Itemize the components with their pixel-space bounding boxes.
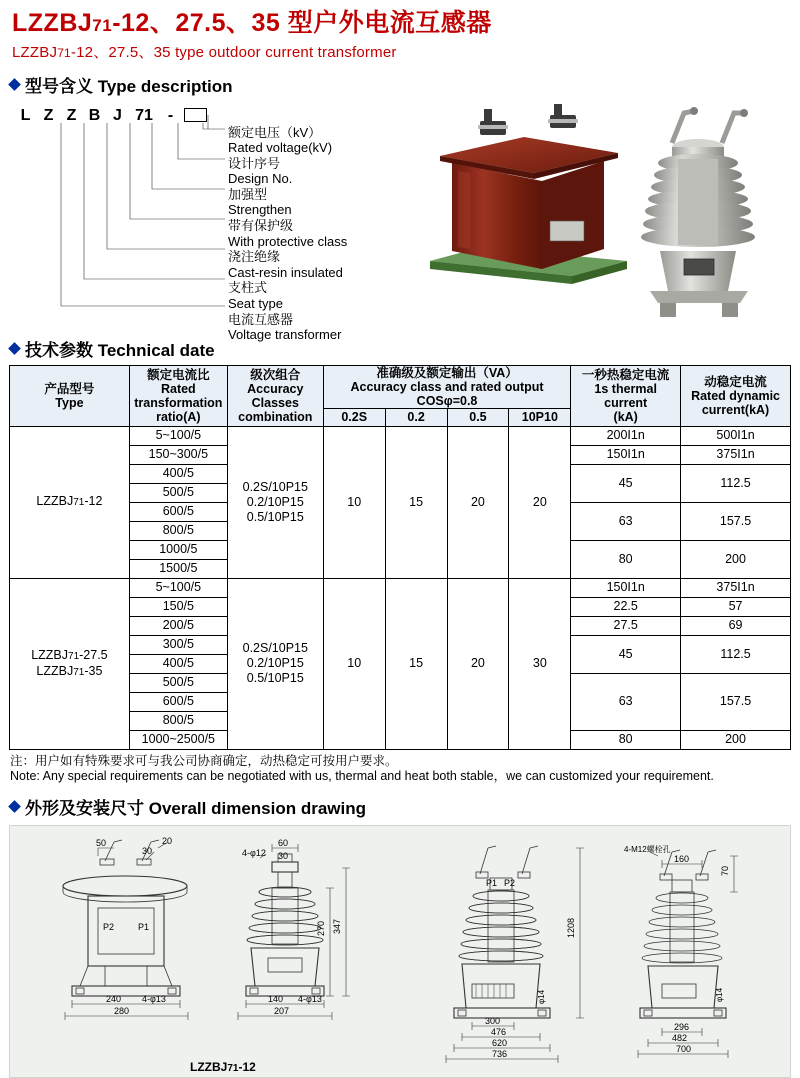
dim-30b: 30	[278, 850, 289, 861]
cell-dynamic: 200	[681, 730, 791, 749]
dim-4phi13b: 4-φ13	[298, 993, 322, 1004]
legend-en-4: With protective class	[228, 233, 348, 249]
cell-dynamic: 375I1n	[681, 578, 791, 597]
dim-4phi13: 4-φ13	[142, 993, 166, 1004]
code-letter-1: L	[20, 106, 31, 124]
cell-dynamic: 112.5	[681, 635, 791, 673]
product-photos	[422, 101, 792, 326]
cell-ratio: 5~100/5	[129, 578, 227, 597]
legend-en-1: Rated voltage(kV)	[228, 140, 333, 156]
section-heading-label: 技术参数 Technical date	[25, 340, 215, 360]
cell-type-group1: LZZBJ71-12	[10, 426, 130, 578]
type-description-block	[0, 101, 800, 343]
dim-20: 20	[162, 835, 173, 846]
cell-ratio: 150~300/5	[129, 445, 227, 464]
cell-dynamic: 500I1n	[681, 426, 791, 445]
dim-50: 50	[96, 837, 107, 848]
col-header-ratio: 额定电流比 Rated transformation ratio(A)	[129, 365, 227, 426]
cell-ratio: 400/5	[129, 654, 227, 673]
cell-ratio: 1500/5	[129, 559, 227, 578]
code-letter-4: B	[88, 106, 101, 124]
page-subtitle	[0, 38, 800, 62]
table-row	[10, 426, 791, 445]
cell-output-05: 20	[447, 578, 509, 749]
drawing-front-view	[63, 836, 188, 1020]
dim-small: φ14	[537, 989, 546, 1004]
legend-en-2: Design No.	[228, 171, 293, 187]
cell-thermal: 150I1n	[571, 578, 681, 597]
subtitle-main: LZZBJ	[12, 43, 58, 61]
cell-ratio: 1000~2500/5	[129, 730, 227, 749]
diamond-bullet-icon	[8, 342, 21, 355]
col-header-dynamic: 动稳定电流 Rated dynamic current(kA)	[681, 365, 791, 426]
label-p2: P2	[103, 921, 115, 932]
dim-70: 70	[720, 865, 730, 876]
col-header-type: 产品型号 Type	[10, 365, 130, 426]
section-heading-label: 型号含义 Type description	[25, 76, 233, 96]
legend-en-7: Voltage transformer	[228, 327, 342, 343]
dim-347: 347	[332, 918, 342, 934]
section-heading-technical-data	[0, 326, 800, 363]
cell-dynamic: 69	[681, 616, 791, 635]
dim-476: 476	[491, 1026, 507, 1037]
photo-brown-transformer	[430, 104, 627, 284]
cell-ratio: 500/5	[129, 673, 227, 692]
dim-140: 140	[268, 993, 284, 1004]
cell-dynamic: 57	[681, 597, 791, 616]
cell-thermal: 22.5	[571, 597, 681, 616]
cell-accuracy-group2: 0.2S/10P15 0.2/10P15 0.5/10P15	[227, 578, 323, 749]
cell-thermal: 150I1n	[571, 445, 681, 464]
cell-thermal: 80	[571, 540, 681, 578]
code-letter-3: Z	[66, 106, 77, 124]
cell-type-group2: LZZBJ71-27.5 LZZBJ71-35	[10, 578, 130, 749]
dim-700: 700	[676, 1043, 692, 1054]
note-en: Note: Any special requirements can be negotiated with us, thermal and heat both stable，we can customized your requirement.	[10, 768, 714, 783]
drawing-side-view	[238, 838, 350, 1020]
cell-thermal: 45	[571, 464, 681, 502]
drawing-caption: LZZBJ71-12	[190, 1059, 256, 1074]
col-header-thermal: 一秒热稳定电流 1s thermal current (kA)	[571, 365, 681, 426]
cell-ratio: 150/5	[129, 597, 227, 616]
legend-en-5: Cast-resin insulated	[228, 264, 343, 280]
cell-output-02: 15	[385, 426, 447, 578]
legend-cn-5: 浇注绝缘	[228, 249, 281, 265]
label-p1: P1	[138, 921, 150, 932]
dim-207: 207	[274, 1005, 290, 1016]
cell-dynamic: 200	[681, 540, 791, 578]
legend-en-6: Seat type	[228, 296, 283, 312]
legend-cn-1: 额定电压（kV）	[228, 124, 322, 140]
code-number: 71	[135, 106, 153, 124]
cell-ratio: 200/5	[129, 616, 227, 635]
label-m12-bolt: 4-M12螺栓孔	[624, 844, 671, 854]
cell-ratio: 400/5	[129, 464, 227, 483]
cell-output-10p10: 20	[509, 426, 571, 578]
cell-output-02s: 10	[323, 426, 385, 578]
cell-ratio: 800/5	[129, 521, 227, 540]
dim-620: 620	[492, 1037, 508, 1048]
section-heading-label: 外形及安装尺寸 Overall dimension drawing	[25, 798, 366, 818]
code-letter-5: J	[113, 106, 122, 124]
cell-ratio: 600/5	[129, 692, 227, 711]
legend-cn-4: 带有保护级	[228, 218, 294, 234]
cell-dynamic: 375I1n	[681, 445, 791, 464]
cell-ratio: 500/5	[129, 483, 227, 502]
page-title	[0, 0, 800, 38]
title-main: LZZBJ	[12, 9, 93, 37]
dim-4phi12: 4-φ12	[242, 847, 266, 858]
dim-small2: φ14	[715, 987, 724, 1002]
cell-output-10p10: 30	[509, 578, 571, 749]
title-sub: 71	[92, 16, 113, 35]
cell-output-05: 20	[447, 426, 509, 578]
cell-output-02s: 10	[323, 578, 385, 749]
dim-296: 296	[674, 1021, 690, 1032]
diamond-bullet-icon	[8, 78, 21, 91]
dimension-drawing-area	[9, 825, 791, 1078]
cell-accuracy-group1: 0.2S/10P15 0.2/10P15 0.5/10P15	[227, 426, 323, 578]
code-dash: -	[167, 106, 174, 124]
dim-482: 482	[672, 1032, 688, 1043]
legend-cn-2: 设计序号	[228, 155, 281, 171]
legend-cn-3: 加强型	[228, 186, 268, 202]
cell-thermal: 27.5	[571, 616, 681, 635]
code-letter-2: Z	[43, 106, 54, 124]
cell-ratio: 300/5	[129, 635, 227, 654]
cell-thermal: 200I1n	[571, 426, 681, 445]
col-header-class-02s: 0.2S	[323, 408, 385, 426]
col-header-class-02: 0.2	[385, 408, 447, 426]
legend-en-3: Strengthen	[228, 202, 292, 218]
diamond-bullet-icon	[8, 800, 21, 813]
note-cn: 注：用户如有特殊要求可与我公司协商确定，动热稳定可按用户要求。	[10, 753, 398, 768]
subtitle-rest: -12、27.5、35 type outdoor current transformer	[70, 43, 397, 61]
table-body	[10, 426, 791, 749]
cell-thermal: 63	[571, 673, 681, 730]
dimension-drawings	[10, 826, 790, 1077]
cell-ratio: 600/5	[129, 502, 227, 521]
cell-dynamic: 157.5	[681, 502, 791, 540]
dim-240: 240	[106, 993, 122, 1004]
label-p2b: P2	[504, 877, 516, 888]
cell-ratio: 800/5	[129, 711, 227, 730]
cell-thermal: 80	[571, 730, 681, 749]
section-heading-dimension	[0, 784, 800, 821]
legend-cn-6: 支柱式	[228, 280, 268, 296]
subtitle-sub: 71	[57, 45, 71, 60]
dim-736: 736	[492, 1048, 508, 1059]
dim-1208: 1208	[566, 917, 576, 938]
col-header-output: 准确级及额定输出（VA） Accuracy class and rated output COSφ=0.8	[323, 365, 571, 408]
dim-30: 30	[142, 845, 153, 856]
table-header	[10, 365, 791, 426]
cell-thermal: 63	[571, 502, 681, 540]
col-header-class-05: 0.5	[447, 408, 509, 426]
cell-output-02: 15	[385, 578, 447, 749]
cell-thermal: 45	[571, 635, 681, 673]
section-heading-type-description	[0, 62, 800, 99]
cell-ratio: 1000/5	[129, 540, 227, 559]
dim-280: 280	[114, 1005, 130, 1016]
photo-grey-transformer	[641, 107, 755, 317]
drawing-tall-view	[446, 846, 584, 1063]
specification-table	[9, 365, 791, 750]
drawing-right-view	[624, 844, 738, 1058]
table-row	[10, 578, 791, 597]
dim-270: 270	[316, 920, 326, 936]
leader-lines	[0, 101, 420, 326]
dim-160: 160	[674, 853, 690, 864]
legend-cn-7: 电流互感器	[228, 311, 294, 327]
type-description-legend	[228, 125, 347, 343]
dim-60: 60	[278, 837, 289, 848]
col-header-class-10p10: 10P10	[509, 408, 571, 426]
title-rest: -12、27.5、35 型户外电流互感器	[112, 9, 492, 37]
col-header-accuracy: 级次组合 Accuracy Classes combination	[227, 365, 323, 426]
table-note	[0, 750, 800, 784]
dim-300: 300	[485, 1015, 501, 1026]
label-p1b: P1	[486, 877, 498, 888]
cell-dynamic: 157.5	[681, 673, 791, 730]
cell-dynamic: 112.5	[681, 464, 791, 502]
cell-ratio: 5~100/5	[129, 426, 227, 445]
